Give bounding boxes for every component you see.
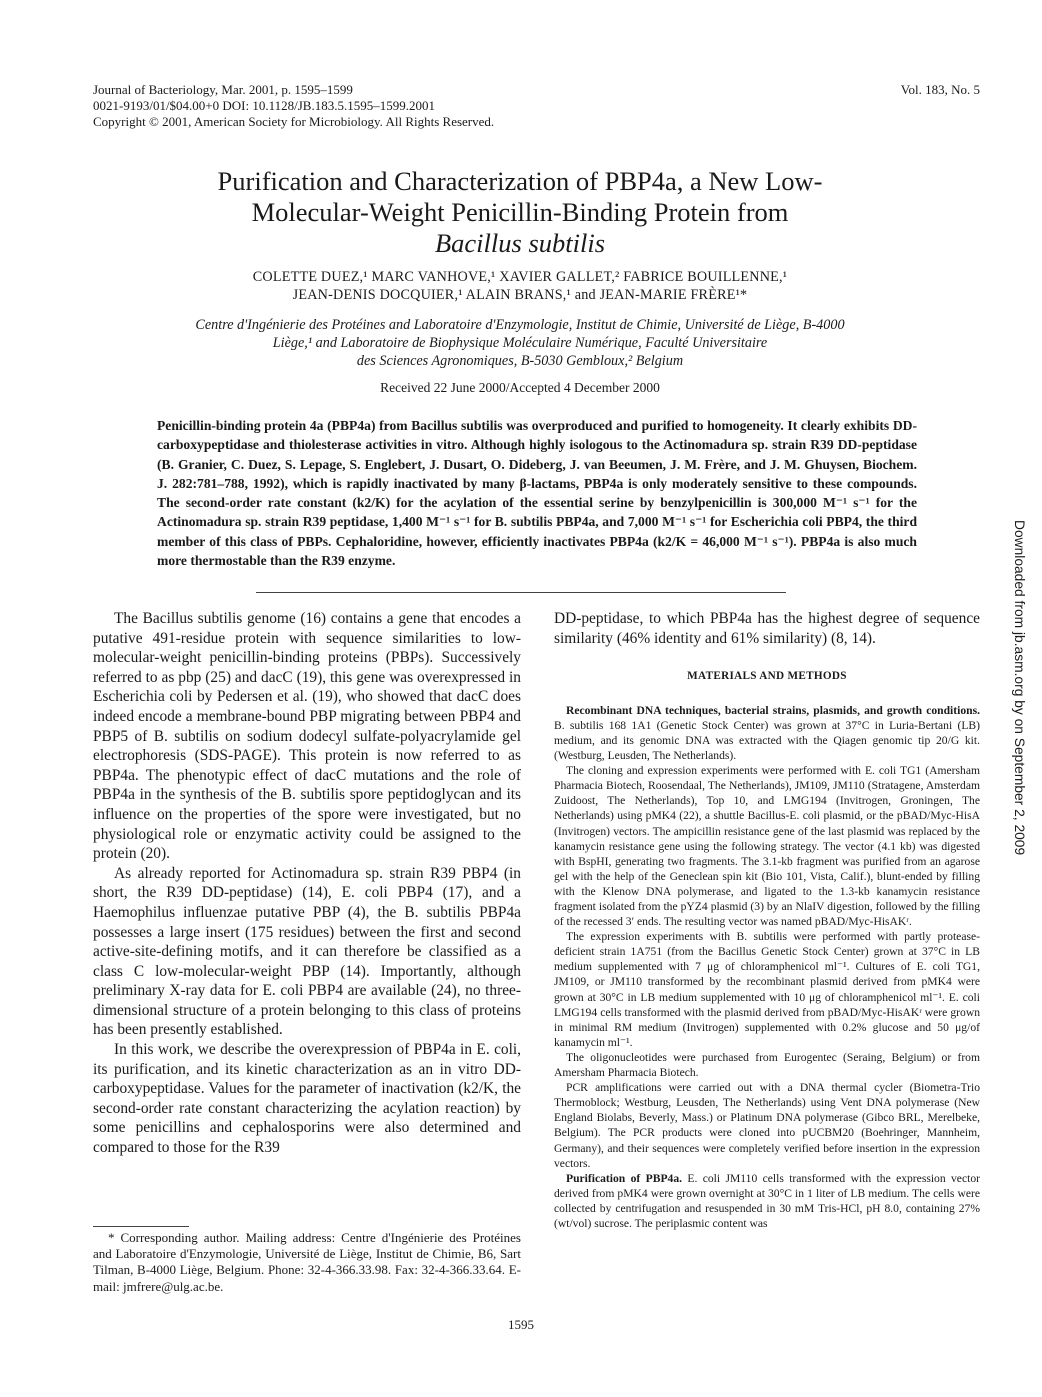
left-column	[93, 609, 521, 1158]
methods-paragraph-3: The expression experiments with B. subtilis were performed with partly protease-deficient strain 1A751 (from the Bacillus Genetic Stock Center) grown at 37°C in LB medium supplemented with 7 μg of chloramphenicol ml⁻¹. Cultures of E. coli TG1, JM109, or JM110 transformed by the recombinant plasmid derived from pMK4 were grown at 30°C in LB medium supplemented with 10 μg of chloramphenicol ml⁻¹. E. coli LMG194 cells transformed with the plasmid derived from pBAD/Myc-HisAKʳ were grown in minimal RM medium (Invitrogen) supplemented with 0.2% glucose and 50 μg/of kanamycin ml⁻¹.	[554, 930, 980, 1049]
journal-line: Journal of Bacteriology, Mar. 2001, p. 1595–1599	[93, 82, 353, 97]
title-line-2: Molecular-Weight Penicillin-Binding Protein from	[251, 197, 789, 227]
methods-paragraph-6-body: E. coli JM110 cells transformed with the expression vector derived from pMK4 were grown overnight at 30°C in 1 liter of LB medium. The cells were collected by centrifugation and resuspended in 30 mM Tris-HCl, pH 8.0, containing 27% (wt/vol) sucrose. The periplasmic content was	[554, 1171, 980, 1230]
download-watermark-text: Downloaded from jb.asm.org by on September 2, 2009	[1012, 520, 1027, 856]
methods-runin-heading-1: Recombinant DNA techniques, bacterial strains, plasmids, and growth conditions.	[566, 703, 980, 717]
footnote-divider	[93, 1226, 189, 1227]
authors-line-2: JEAN-DENIS DOCQUIER,¹ ALAIN BRANS,¹ and JEAN-MARIE FRÈRE¹*	[292, 287, 748, 303]
corresponding-author-footnote: * Corresponding author. Mailing address: Centre d'Ingénierie des Protéines and Laboratoire d'Enzymologie, Université de Liège, Institut de Chimie, B6, Sart Tilman, B-4000 Liège, Belgium. Phone: 32-4-366.33.98. Fax: 32-4-366.33.64. E-mail: jmfrere@ulg.ac.be.	[93, 1230, 521, 1294]
methods-text	[554, 703, 980, 1231]
abstract: Penicillin-binding protein 4a (PBP4a) from Bacillus subtilis was overproduced and purified to homogeneity. It clearly exhibits DD-carboxypeptidase and thiolesterase activities in vitro. Although highly isologous to the Actinomadura sp. strain R39 DD-peptidase (B. Granier, C. Duez, S. Lepage, S. Englebert, J. Dusart, O. Dideberg, J. van Beeumen, J. M. Frère, and J. M. Ghuysen, Biochem. J. 282:781–788, 1992), which is rapidly inactivated by many β-lactams, PBP4a is only moderately sensitive to these compounds. The second-order rate constant (k2/K) for the acylation of the essential serine by benzylpenicillin is 300,000 M⁻¹ s⁻¹ for the Actinomadura sp. strain R39 peptidase, 1,400 M⁻¹ s⁻¹ for B. subtilis PBP4a, and 7,000 M⁻¹ s⁻¹ for Escherichia coli PBP4, the third member of this class of PBPs. Cephaloridine, however, efficiently inactivates PBP4a (k2/K = 46,000 M⁻¹ s⁻¹). PBP4a is also much more thermostable than the R39 enzyme.	[157, 418, 917, 569]
methods-paragraph-2: The cloning and expression experiments were performed with E. coli TG1 (Amersham Pharmacia Biotech, Roosendaal, The Netherlands), JM109, JM110 (Stratagene, Amsterdam Zuidoost, The Netherlands), Top 10, and LMG194 (Invitrogen, Groningen, The Netherlands) using pMK4 (22), a shuttle Bacillus-E. coli plasmid, or the pBAD/Myc-HisA (Invitrogen) vectors. The ampicillin resistance gene of the last plasmid was replaced by the kanamycin resistance gene using the following strategy. The vector (4.1 kb) was digested with BspHI, generating two fragments. The 3.1-kb fragment was purified from an agarose gel with the help of the Geneclean spin kit (Bio 101, Vista, Calif.), blunt-ended by filling with the Klenow DNA polymerase, and ligated to the 1.3-kb kanamycin resistance fragment isolated from the pYZ4 plasmid (3) by an NlaIV digestion, followed by the filling of the recessed 3′ ends. The resulting vector was named pBAD/Myc-HisAKʳ.	[554, 764, 980, 929]
intro-paragraph-1: The Bacillus subtilis genome (16) contains a gene that encodes a putative 491-residue protein with sequence similarities to low-molecular-weight penicillin-binding proteins (PBPs). Successively referred to as pbp (25) and dacC (19), this gene was overexpressed in Escherichia coli by Pedersen et al. (19), who showed that dacC does indeed encode a membrane-bound PBP migrating between PBP4 and PBP5 of B. subtilis on sodium dodecyl sulfate-polyacrylamide gel electrophoresis (SDS-PAGE). This protein is now referred to as PBP4a. The phenotypic effect of dacC mutations and the role of PBP4a in the synthesis of the B. subtilis spore peptidoglycan and its influence on the properties of the spore were investigated, but no physiological role or enzymatic activity could be assigned to the protein (20).	[93, 610, 521, 863]
affiliation-line-1: Centre d'Ingénierie des Protéines and Laboratoire d'Enzymologie, Institut de Chimie, Université de Liège, B-4000	[195, 317, 845, 333]
right-column	[554, 609, 980, 1231]
title-line-3: Bacillus subtilis	[434, 228, 606, 258]
authors-line-1: COLETTE DUEZ,¹ MARC VANHOVE,¹ XAVIER GALLET,² FABRICE BOUILLENNE,¹	[252, 269, 788, 285]
methods-paragraph-1	[554, 703, 980, 763]
copyright-line: Copyright © 2001, American Society for Microbiology. All Rights Reserved.	[93, 114, 495, 129]
intro-continuation: DD-peptidase, to which PBP4a has the highest degree of sequence similarity (46% identity and 61% similarity) (8, 14).	[554, 610, 980, 647]
affiliation-line-3: des Sciences Agronomiques, B-5030 Gembloux,² Belgium	[356, 353, 684, 369]
affiliations	[120, 316, 920, 370]
page-number: 1595	[508, 1317, 534, 1332]
section-heading: MATERIALS AND METHODS	[687, 670, 847, 683]
author-list	[80, 268, 960, 304]
methods-paragraph-1-body: B. subtilis 168 1A1 (Genetic Stock Center) was grown at 37°C in Luria-Bertani (LB) medium, and its genomic DNA was extracted with the Qiagen genomic tip 20/G kit. (Westburg, Leusden, The Netherlands).	[554, 718, 980, 763]
methods-runin-heading-2: Purification of PBP4a.	[566, 1171, 683, 1185]
methods-paragraph-6	[554, 1171, 980, 1231]
received-dates: Received 22 June 2000/Accepted 4 December 2000	[380, 380, 660, 395]
download-watermark	[1008, 520, 1028, 880]
methods-paragraph-4: The oligonucleotides were purchased from Eurogentec (Seraing, Belgium) or from Amersham Pharmacia Biotech.	[554, 1050, 980, 1080]
affiliation-line-2: Liège,¹ and Laboratoire de Biophysique Moléculaire Numérique, Faculté Universitaire	[272, 335, 768, 351]
volume-issue: Vol. 183, No. 5	[900, 82, 980, 97]
abstract-divider	[256, 592, 786, 593]
title-line-1: Purification and Characterization of PBP4a, a New Low-	[217, 166, 823, 196]
intro-paragraph-2: As already reported for Actinomadura sp. strain R39 PBP4 (in short, the R39 DD-peptidase) (14), E. coli PBP4 (17), and a Haemophilus influenzae putative PBP (4), the B. subtilis PBP4a possesses a large insert (175 residues) between the first and second active-site-defining motifs, and it can therefore be classified as a class C low-molecular-weight PBP (14). Importantly, although preliminary X-ray data for E. coli PBP4 are available (24), no three-dimensional structure of a protein belonging to this class of proteins has been presently established.	[93, 864, 521, 1039]
article-title	[120, 166, 920, 259]
intro-paragraph-3: In this work, we describe the overexpression of PBP4a in E. coli, its purification, and its kinetic characterization as an in vitro DD-carboxypeptidase. Values for the parameter of inactivation (k2/K, the second-order rate constant characterizing the acylation reaction) by some penicillins and cephalosporins were also determined and compared to those for the R39	[93, 1041, 521, 1157]
methods-paragraph-5: PCR amplifications were carried out with a DNA thermal cycler (Biometra-Trio Thermoblock; Westburg, Leusden, The Netherlands) using Vent DNA polymerase (New England Biolabs, Beverly, Mass.) or Platinum DNA polymerase (Gibco BRL, Merelbeke, Belgium). The PCR products were cloned into pUCBM20 (Boehringer, Mannheim, Germany), and their sequences were completely verified before insertion in the expression vectors.	[554, 1081, 980, 1170]
issn-doi-line: 0021-9193/01/$04.00+0 DOI: 10.1128/JB.183.5.1595–1599.2001	[93, 98, 435, 113]
